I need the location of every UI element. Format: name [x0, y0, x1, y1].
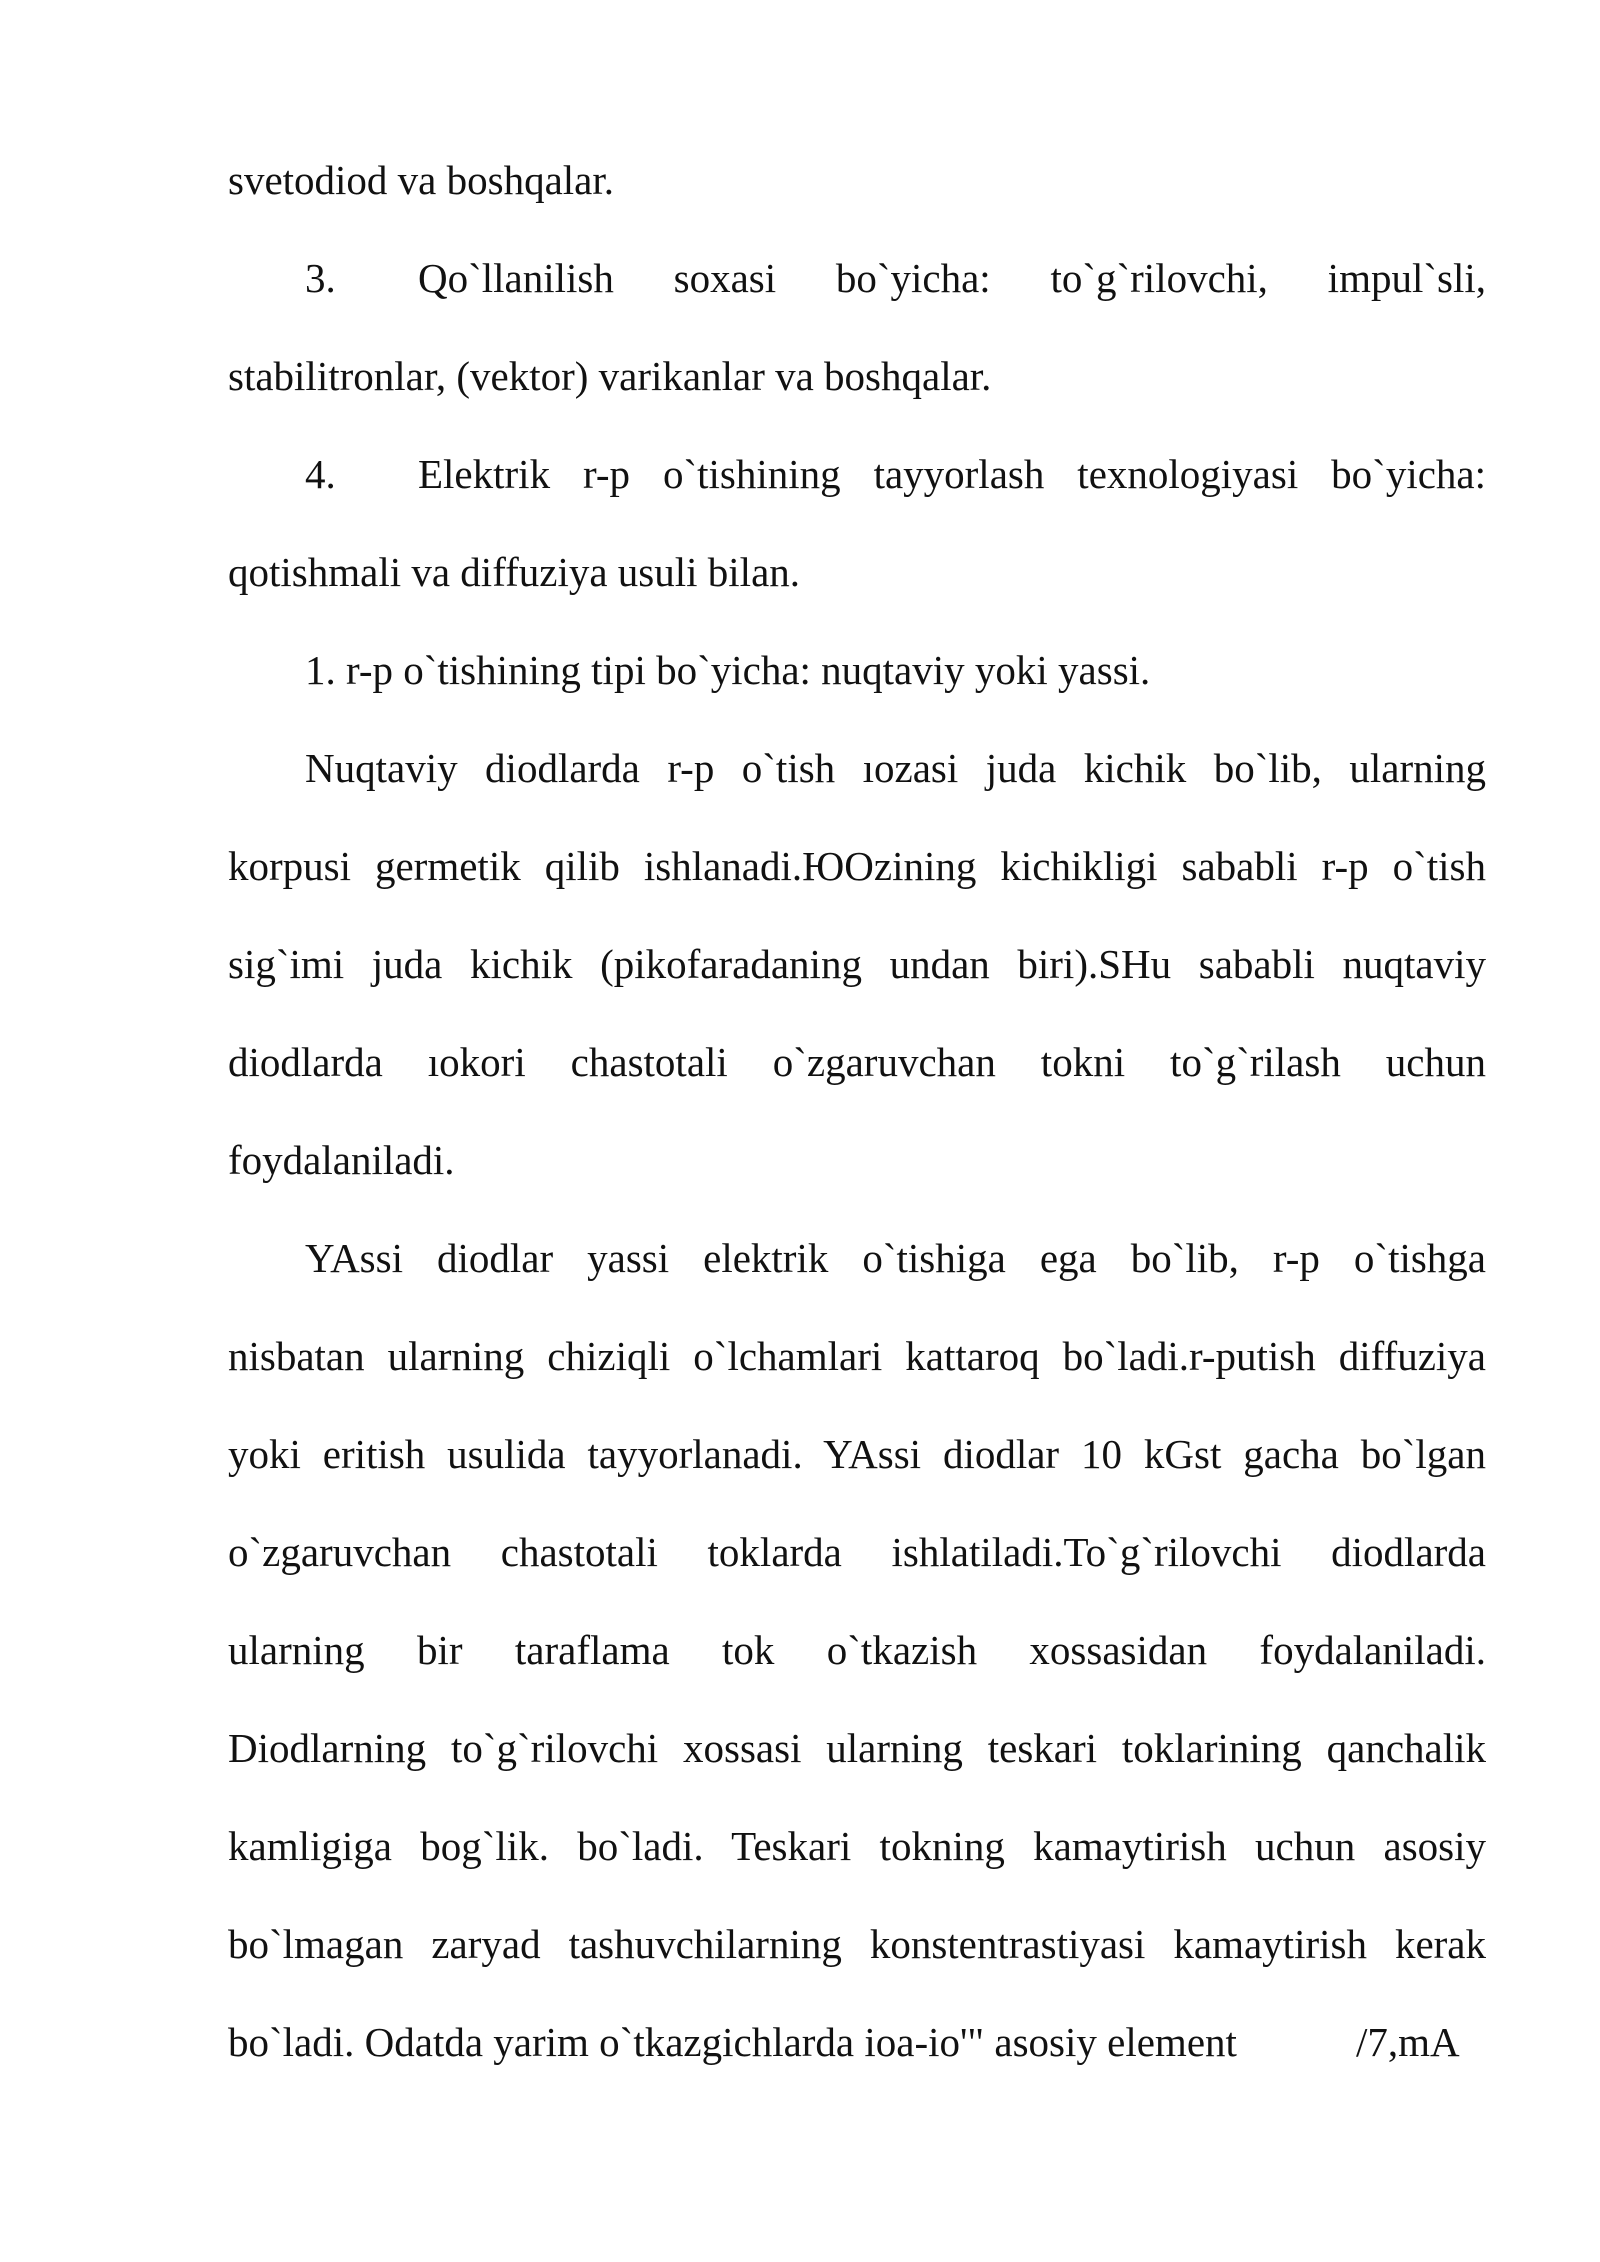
text-line: kamligiga bog`lik. bo`ladi. Teskari tokning kamaytirish uchun asosiy	[228, 1823, 1486, 1869]
text-line: Diodlarning to`g`rilovchi xossasi ularning teskari toklarining qanchalik	[228, 1725, 1486, 1771]
text-line: o`zgaruvchan chastotali toklarda ishlatiladi.To`g`rilovchi diodlarda	[228, 1529, 1486, 1575]
text-line: sig`imi juda kichik (pikofaradaning undan biri).SHu sababli nuqtaviy	[228, 941, 1486, 987]
text-line: Nuqtaviy diodlarda r-p o`tish ıozasi juda kichik bo`lib, ularning	[305, 745, 1486, 791]
formula-fragment: /7,mA	[1356, 2019, 1460, 2065]
text-line: Qo`llanilish soxasi bo`yicha: to`g`rilovchi, impul`sli,	[418, 255, 1486, 301]
text-line: 1. r-p o`tishining tipi bo`yicha: nuqtaviy yoki yassi.	[305, 647, 1151, 693]
list-number: 3.	[305, 255, 336, 301]
text-line: korpusi germetik qilib ishlanadi.ЮOzining kichikligi sababli r-p o`tish	[228, 843, 1486, 889]
text-line: stabilitronlar, (vektor) varikanlar va boshqalar.	[228, 353, 992, 399]
text-line: bo`lmagan zaryad tashuvchilarning konstentrastiyasi kamaytirish kerak	[228, 1921, 1486, 1967]
list-number: 4.	[305, 451, 336, 497]
text-line: ularning bir taraflama tok o`tkazish xossasidan foydalaniladi.	[228, 1627, 1486, 1673]
text-line: Elektrik r-p o`tishining tayyorlash texnologiyasi bo`yicha:	[418, 451, 1486, 497]
text-line: yoki eritish usulida tayyorlanadi. YAssi diodlar 10 kGst gacha bo`lgan	[228, 1431, 1486, 1477]
text-line: svetodiod va boshqalar.	[228, 157, 615, 203]
text-line: YAssi diodlar yassi elektrik o`tishiga ega bo`lib, r-p o`tishga	[305, 1235, 1486, 1281]
text-line: foydalaniladi.	[228, 1137, 455, 1183]
text-line: qotishmali va diffuziya usuli bilan.	[228, 549, 801, 595]
text-line: nisbatan ularning chiziqli o`lchamlari kattaroq bo`ladi.r-putish diffuziya	[228, 1333, 1486, 1379]
text-line: diodlarda ıokori chastotali o`zgaruvchan tokni to`g`rilash uchun	[228, 1039, 1486, 1085]
text-line: bo`ladi. Odatda yarim o`tkazgichlarda ioa-io'" asosiy element	[228, 2019, 1237, 2065]
